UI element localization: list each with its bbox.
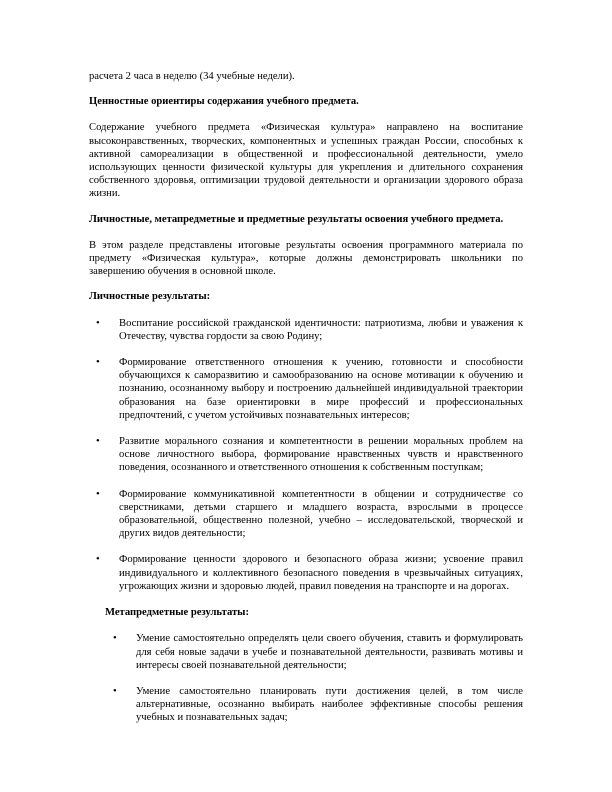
list-item (89, 553, 523, 593)
section-values-heading: Ценностные ориентиры содержания учебного предмета. (89, 96, 359, 108)
intro-line: расчета 2 часа в неделю (34 учебные недели). (89, 71, 295, 82)
bullet-icon: • (96, 436, 100, 448)
list-item-text: Воспитание российской гражданской идентичности: патриотизма, любви и уважения к Отечеству, чувства гордости за свою Родину; (119, 317, 523, 342)
list-item-text: Умение самостоятельно планировать пути достижения целей, в том числе альтернативные, осознанно выбирать наиболее эффективные способы решения учебных и познавательных задач; (136, 685, 523, 724)
bullet-icon: • (113, 685, 117, 697)
list-item (106, 632, 523, 672)
bullet-icon: • (96, 488, 100, 500)
document-page (89, 70, 523, 738)
personal-results-heading: Личностные результаты: (89, 291, 211, 303)
list-item-text: Умение самостоятельно определять цели своего обучения, ставить и формулировать для себя новые задачи в учебе и познавательной деятельности, развивать мотивы и интересы своей познавательной деятельности; (136, 633, 523, 671)
section-results-heading: Личностные, метапредметные и предметные результаты освоения учебного предмета. (89, 213, 504, 225)
meta-results-list (89, 632, 523, 724)
section-values-text: Содержание учебного предмета «Физическая культура» направлено на воспитание высоконравственных, творческих, компонентных и успешных граждан России, способных к активной самореализации в общественной и профессиональной деятельности, умело использующих ценности физической культуры для укрепления и длительного сохранения собственного здоровья, оптимизации трудовой деятельности и организации здорового образа жизни. (89, 122, 523, 200)
personal-results-list (89, 317, 523, 593)
list-item-text: Формирование ответственного отношения к учению, готовности и способности обучающихся к саморазвитию и самообразованию на основе мотивации к обучению и познанию, осознанному выбору и построению дальнейшей индивидуальной траектории образования на базе ориентировки в мире профессий и профессиональных предпочтений, с учетом устойчивых познавательных интересов; (119, 357, 523, 421)
meta-results-heading: Метапредметные результаты: (105, 607, 249, 619)
section-results-text: В этом разделе представлены итоговые результаты освоения программного материала по предмету «Физическая культура», которые должны демонстрировать школьники по завершению обучения в основной школе. (89, 239, 523, 278)
bullet-icon: • (113, 633, 117, 645)
list-item (89, 356, 523, 422)
list-item-text: Развитие морального сознания и компетентности в решении моральных проблем на основе личностного выбора, формирование нравственных чувств и нравственного поведения, осознанного и ответственного отношения к собственным поступкам; (119, 436, 523, 474)
list-item-text: Формирование коммуникативной компетентности в общении и сотрудничестве со сверстниками, детьми старшего и младшего возраста, взрослыми в процессе образовательной, общественно полезной, учебно – исследовательской, творческой и других видов деятельности; (119, 488, 523, 540)
bullet-icon: • (96, 357, 100, 369)
bullet-icon: • (96, 554, 100, 566)
list-item (89, 488, 523, 541)
list-item-text: Формирование ценности здорового и безопасного образа жизни; усвоение правил индивидуального и коллективного безопасного поведения в чрезвычайных ситуациях, угрожающих жизни и здоровью людей, правил поведения на транспорте и на дорогах. (119, 554, 523, 592)
list-item (89, 435, 523, 475)
list-item (89, 317, 523, 343)
bullet-icon: • (96, 317, 100, 329)
list-item (106, 685, 523, 725)
